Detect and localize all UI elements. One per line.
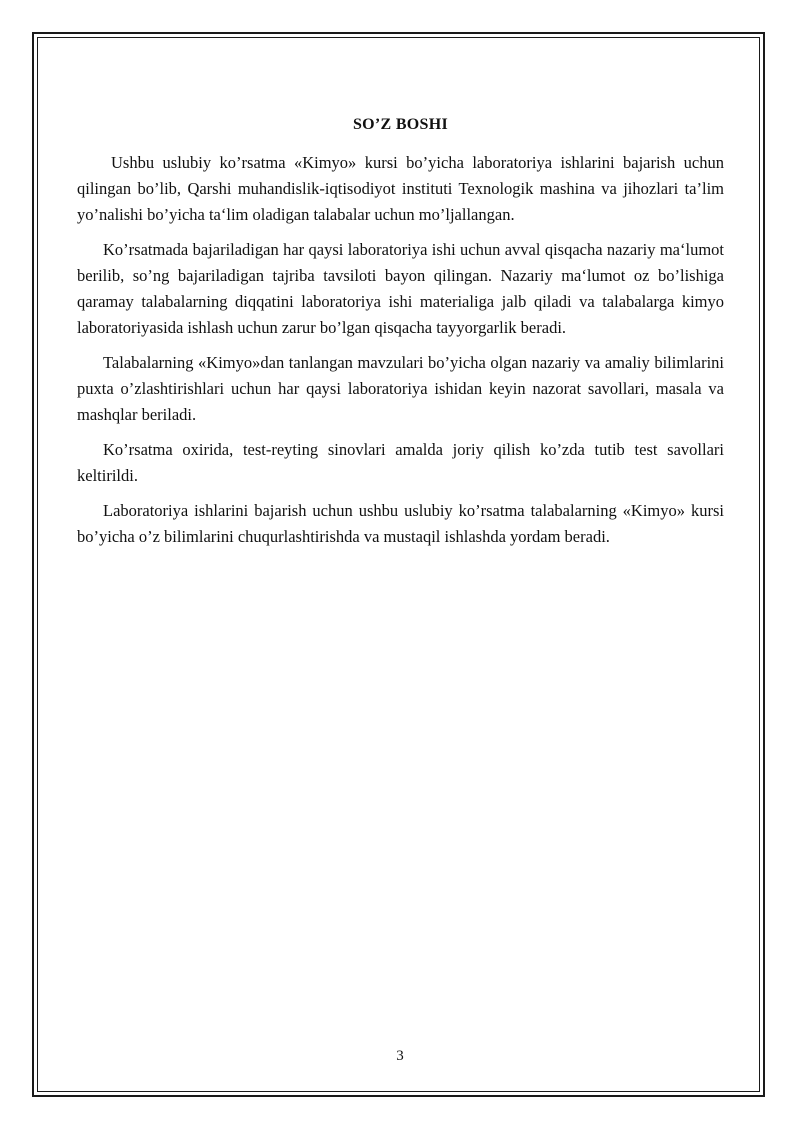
page-number: 3: [396, 1048, 404, 1064]
page-content: [77, 114, 724, 559]
paragraph: Laboratoriya ishlarini bajarish uchun ushbu uslubiy ko’rsatma talabalarning «Kimyo» kursi bo’yicha o’z bilimlarini chuqurlashtirishda va mustaqil ishlashda yordam beradi.: [77, 501, 724, 546]
paragraph: Ushbu uslubiy ko’rsatma «Kimyo» kursi bo’yicha laboratoriya ishlarini bajarish uchun qilingan bo’lib, Qarshi muhandislik-iqtisodiyot instituti Texnologik mashina va jihozlari ta’lim yo’nalishi bo’yicha ta‘lim oladigan talabalar uchun mo’ljallangan.: [77, 153, 724, 224]
paragraph: Talabalarning «Kimyo»dan tanlangan mavzulari bo’yicha olgan nazariy va amaliy bilimlarini puxta o’zlashtirishlari uchun har qaysi laboratoriya ishidan keyin nazorat savollari, masala va mashqlar beriladi.: [77, 353, 724, 424]
paragraph: Ko’rsatmada bajariladigan har qaysi laboratoriya ishi uchun avval qisqacha nazariy ma‘lumot berilib, so’ng bajariladigan tajriba tavsiloti bayon qilingan. Nazariy ma‘lumot oz bo’lishiga qaramay talabalarning diqqatini laboratoriya ishi materialiga jalb qiladi va talabalarga kimyo laboratoriyasida ishlash uchun zarur bo’lgan qisqacha tayyorgarlik beradi.: [77, 240, 724, 337]
page-title: SO’Z BOSHI: [352, 116, 449, 133]
paragraph: Ko’rsatma oxirida, test-reyting sinovlari amalda joriy qilish ko’zda tutib test savollari keltirildi.: [77, 440, 724, 485]
